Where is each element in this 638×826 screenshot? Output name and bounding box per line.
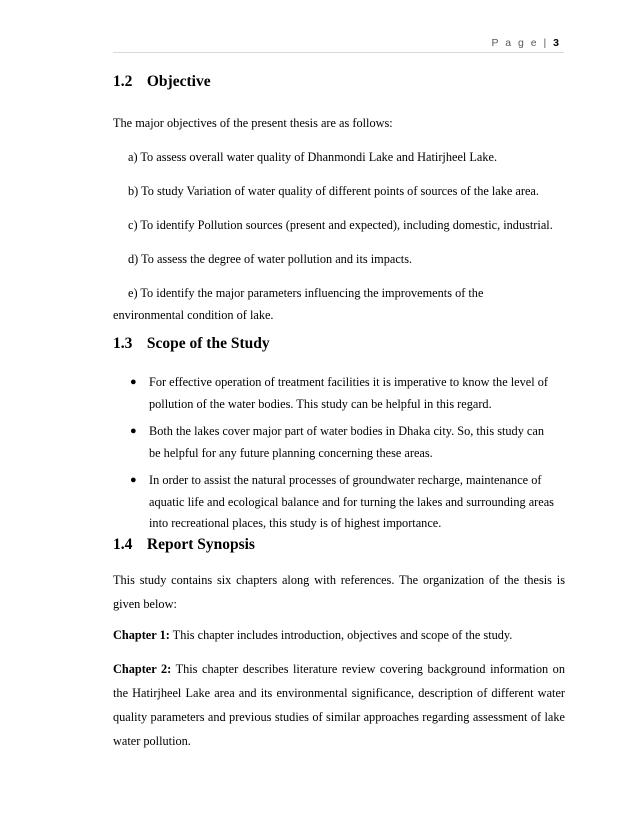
chapter-description: This chapter includes introduction, objectives and scope of the study.	[169, 628, 513, 642]
synopsis-intro	[113, 568, 565, 616]
paragraph-line	[113, 657, 565, 681]
bullet-icon: ●	[130, 425, 137, 437]
bullet-line: For effective operation of treatment facilities it is imperative to know the level of	[149, 375, 548, 389]
page-label: P a g e	[491, 37, 539, 49]
page-number: 3	[553, 37, 559, 49]
section-number: 1.3	[113, 335, 133, 352]
bullet-line: aquatic life and ecological balance and for turning the lakes and surrounding areas	[149, 494, 554, 509]
list-item	[113, 372, 565, 415]
bullet-line: into recreational places, this study is of highest importance.	[149, 516, 442, 530]
section-title: Objective	[146, 73, 211, 90]
bullet-icon: ●	[130, 474, 137, 486]
scope-heading	[113, 335, 270, 353]
chapter-description: This chapter describes literature review covering background information on	[171, 662, 565, 676]
objective-item-c: c) To identify Pollution sources (present and expected), including domestic, industrial.	[128, 218, 553, 232]
chapter-2-entry	[113, 657, 565, 753]
synopsis-heading	[113, 536, 255, 554]
page-header	[491, 37, 559, 49]
section-title: Report Synopsis	[146, 536, 255, 553]
objective-intro: The major objectives of the present thesis are as follows:	[113, 116, 393, 130]
list-item	[113, 421, 565, 464]
paragraph-line: This study contains six chapters along with references. The organization of the thesis is	[113, 573, 565, 587]
chapter-1-entry	[113, 623, 512, 648]
page-separator: |	[543, 37, 549, 49]
paragraph-line: the Hatirjheel Lake area and its environmental significance, description of different water	[113, 686, 565, 700]
section-title: Scope of the Study	[146, 335, 270, 352]
bullet-icon: ●	[130, 376, 137, 388]
bullet-line: be helpful for any future planning concerning these areas.	[149, 445, 433, 460]
objective-item-d: d) To assess the degree of water pollution and its impacts.	[128, 252, 413, 266]
bullet-line: Both the lakes cover major part of water bodies in Dhaka city. So, this study can	[149, 424, 544, 438]
section-number: 1.2	[113, 73, 133, 90]
bullet-line: pollution of the water bodies. This study can be helpful in this regard.	[149, 396, 492, 411]
objective-item-a: a) To assess overall water quality of Dhanmondi Lake and Hatirjheel Lake.	[128, 150, 498, 164]
objective-item-e: e) To identify the major parameters influencing the improvements of the	[128, 286, 484, 300]
scope-bullet-list	[113, 372, 565, 541]
objective-item-e-continued: environmental condition of lake.	[113, 308, 274, 322]
section-number: 1.4	[113, 536, 133, 553]
paragraph-line: quality parameters and previous studies of similar approaches regarding assessment of lake	[113, 710, 565, 724]
objective-item-b: b) To study Variation of water quality of different points of sources of the lake area.	[128, 184, 539, 198]
list-item	[113, 470, 565, 535]
bullet-line: In order to assist the natural processes of groundwater recharge, maintenance of	[149, 473, 542, 487]
chapter-label: Chapter 1:	[113, 628, 170, 642]
objective-heading	[113, 73, 211, 91]
paragraph-line: water pollution.	[113, 734, 191, 748]
chapter-label: Chapter 2:	[113, 662, 172, 676]
paragraph-line: given below:	[113, 597, 177, 611]
header-divider	[113, 52, 564, 53]
